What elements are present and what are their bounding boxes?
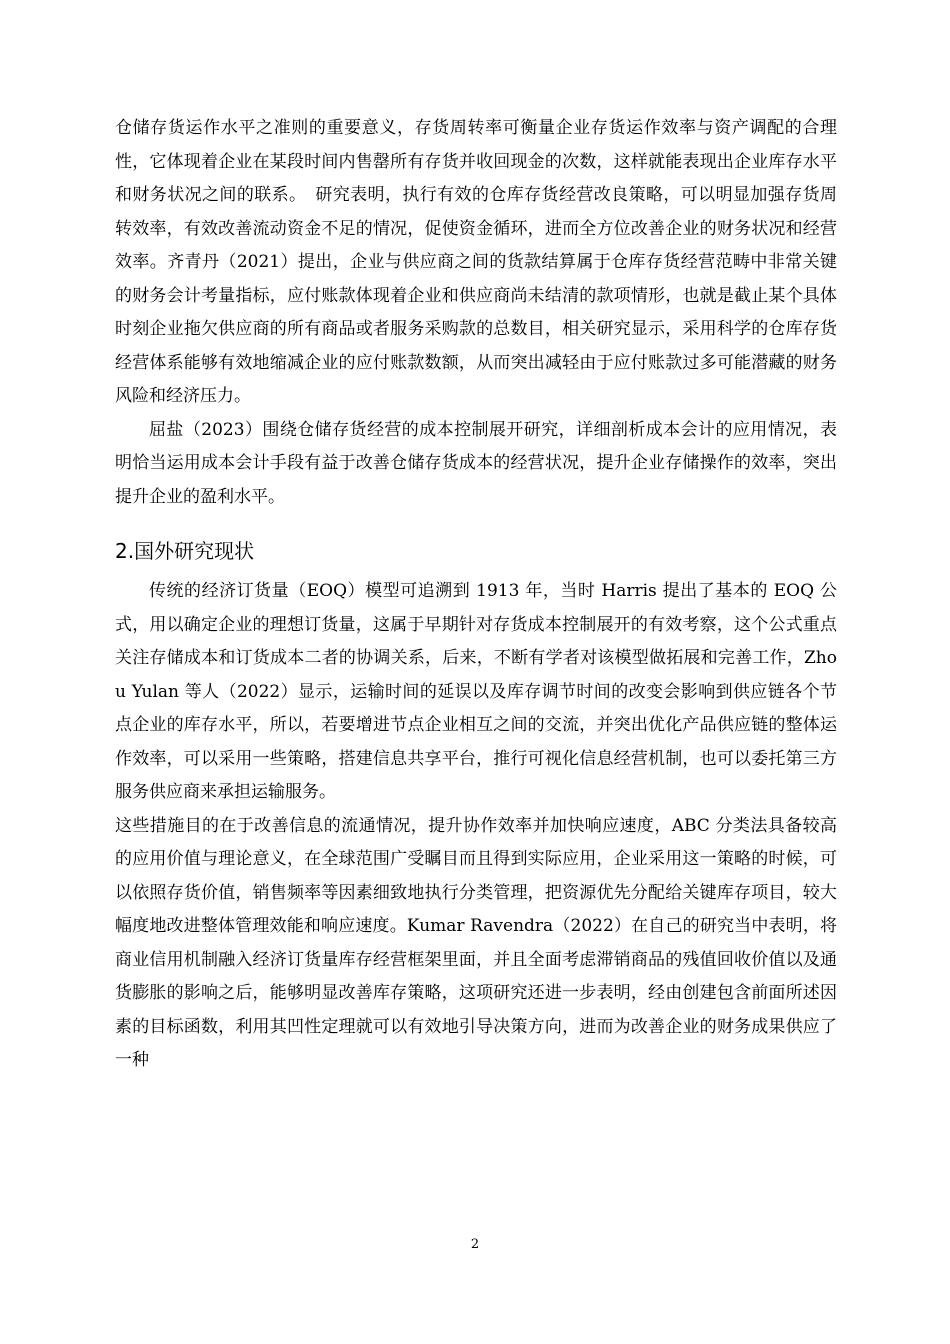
paragraph-eoq-model: 传统的经济订货量（EOQ）模型可追溯到 1913 年，当时 Harris 提出了基本的 EOQ 公式，用以确定企业的理想订货量，这属于早期针对存货成本控制展开的有效考察，这个公式重点关注存储成本和订货成本二者的协调关系，后来，不断有学者对该模型做拓展和完善工作，Zhou Yulan 等人（2022）显示，运输时间的延误以及库存调节时间的改变会影响到供应链各个节点企业的库存水平，所以，若要增进节点企业相互之间的交流，并突出优化产品供应链的整体运作效率，可以采用一些策略，搭建信息共享平台，推行可视化信息经营机制，也可以委托第三方服务供应商来承担运输服务。: [115, 581, 837, 802]
page-number: 2: [470, 1237, 480, 1252]
paragraph-inventory-turnover: 仓储存货运作水平之准则的重要意义，存货周转率可衡量企业存货运作效率与资产调配的合理性，它体现着企业在某段时间内售罄所有存货并收回现金的次数，这样就能表现出企业库存水平和财务状况之间的联系。 研究表明，执行有效的仓库存货经营改良策略，可以明显加强存货周转效率，有效改善流动资金不足的情况，促使资金循环，进而全方位改善企业的财务状况和经营效率。齐青丹（2021）提出，企业与供应商之间的货款结算属于仓库存货经营范畴中非常关键的财务会计考量指标，应付账款体现着企业和供应商尚未结清的款项情形，也就是截止某个具体时刻企业拖欠供应商的所有商品或者服务采购款的总数目，相关研究显示，采用科学的仓库存货经营体系能够有效地缩减企业的应付账款数额，从而突出减轻由于应付账款过多可能潜藏的财务风险和经济压力。: [115, 118, 837, 406]
paragraph-cost-control: 屈盐（2023）围绕仓储存货经营的成本控制展开研究，详细剖析成本会计的应用情况，表明恰当运用成本会计手段有益于改善仓储存货成本的经营状况，提升企业存储操作的效率，突出提升企业的盈利水平。: [115, 419, 837, 507]
paragraph-abc-classification: 这些措施目的在于改善信息的流通情况，提升协作效率并加快响应速度，ABC 分类法具备较高的应用价值与理论意义，在全球范围广受瞩目而且得到实际应用，企业采用这一策略的时候，可以依照存货价值，销售频率等因素细致地执行分类管理，把资源优先分配给关键库存项目，较大幅度地改进整体管理效能和响应速度。Kumar Ravendra（2022）在自己的研究当中表明，将商业信用机制融入经济订货量库存经营框架里面，并且全面考虑滞销商品的残值回收价值以及通货膨胀的影响之后，能够明显改善库存策略，这项研究还进一步表明，经由创建包含前面所述因素的目标函数，利用其凹性定理就可以有效地引导决策方向，进而为改善企业的财务成果供应了一种: [115, 815, 837, 1070]
section-heading: 2.国外研究现状: [115, 539, 255, 563]
page-body: [115, 112, 837, 1078]
